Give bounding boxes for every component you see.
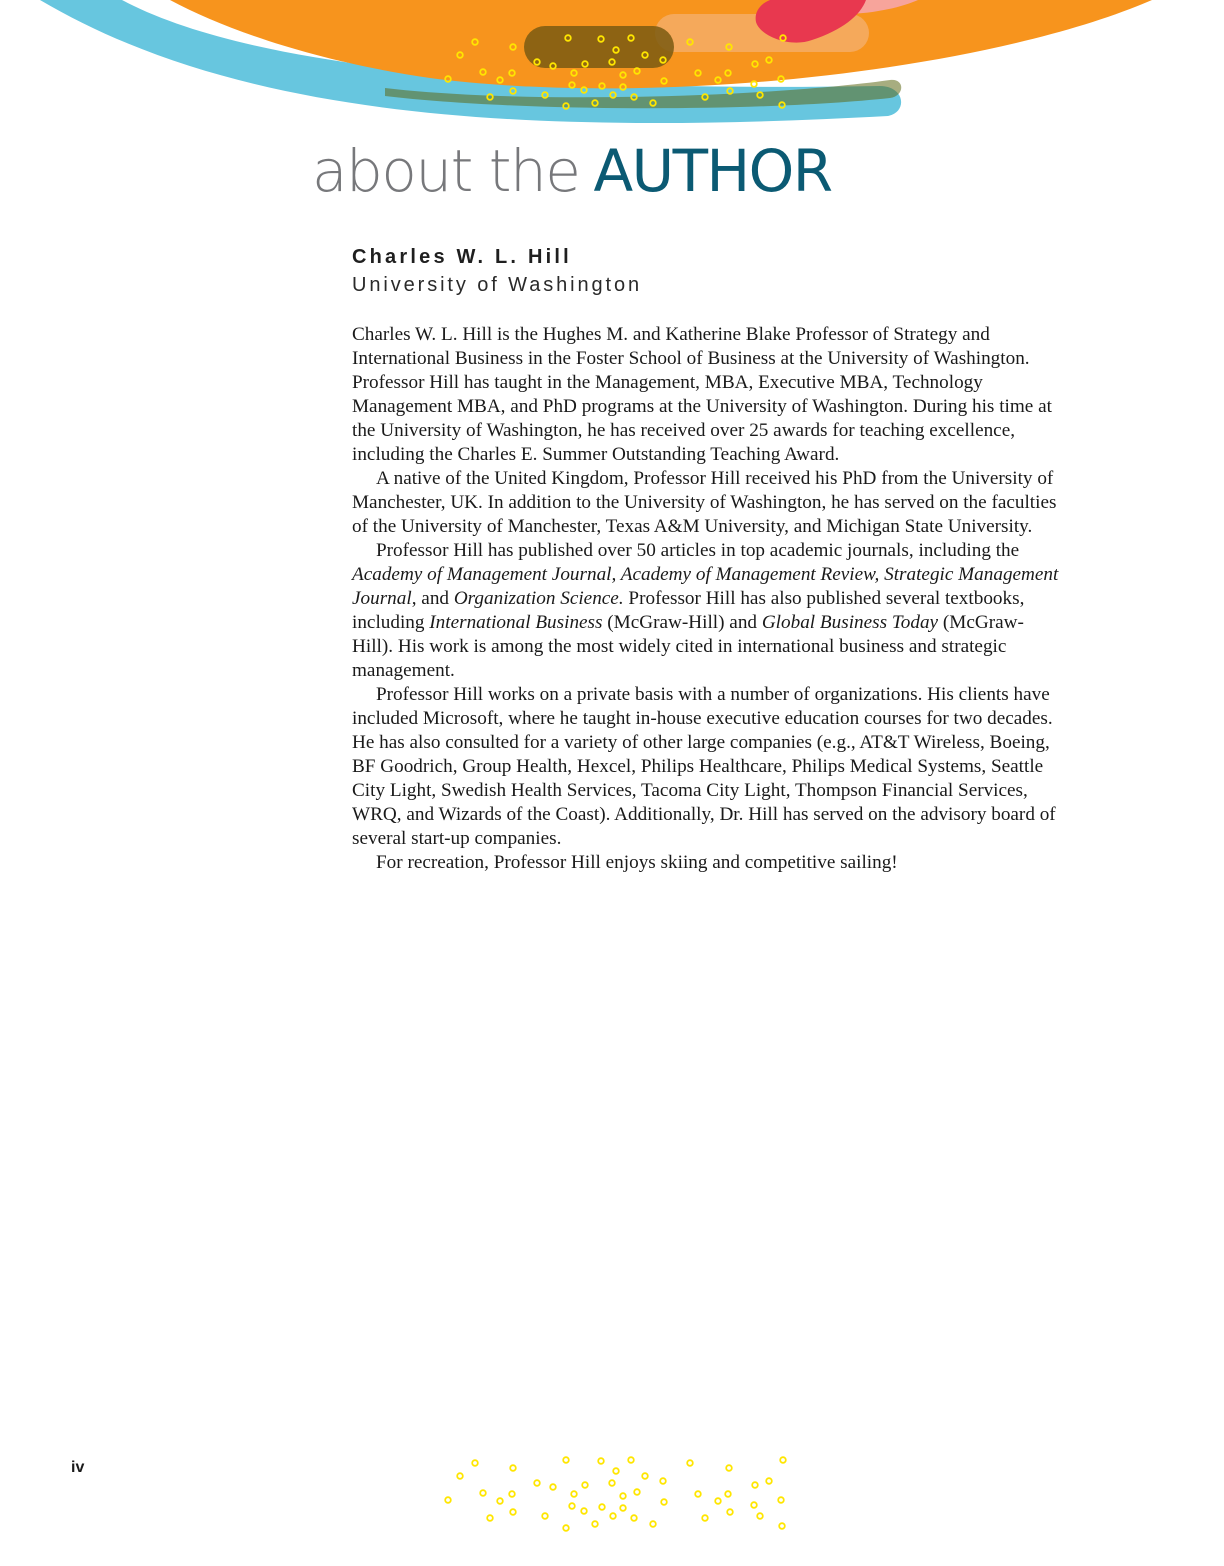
bio-p3-text-1: Professor Hill has published over 50 articles in top academic journals, including the — [376, 540, 1020, 561]
header-decorative-arcs — [0, 0, 1224, 140]
bio-p3-text-2: , and — [411, 588, 454, 609]
bio-p3-book-international-business: International Business — [429, 612, 603, 633]
bio-p3-org-science: Organization Science. — [453, 588, 624, 609]
bio-paragraph-4: Professor Hill works on a private basis with a number of organizations. His clients have included Microsoft, where he taught in-house executive education courses for two decades. He has also consulted for a variety of other large companies (e.g., AT&T Wireless, Boeing, BF Goodrich, Group Health, Hexcel, Philips Healthcare, Philips Medical Systems, Seattle City Light, Swedish Health Services, Tacoma City Light, Thompson Financial Services, WRQ, and Wizards of the Coast). Additionally, Dr. Hill has served on the advisory board of several start-up companies. — [352, 684, 1056, 849]
brown-lozenge — [524, 26, 674, 68]
page-title-light: about the — [312, 137, 580, 205]
footer-decorative-dots — [430, 1452, 800, 1534]
page-title-accent: AUTHOR — [593, 137, 832, 205]
bio-p3-text-3: Professor Hill has also published several textbooks, including — [352, 588, 1025, 633]
bio-paragraph-5: For recreation, Professor Hill enjoys skiing and competitive sailing! — [376, 852, 898, 873]
bio-paragraph-3 — [352, 539, 1064, 683]
bio-p3-book-global-business-today: Global Business Today — [761, 612, 939, 633]
author-biography — [352, 323, 1064, 875]
bio-p3-text-5: (McGraw-Hill). His work is among the most widely cited in international business and strategic management. — [352, 612, 1024, 681]
author-affiliation: University of Washington — [352, 274, 643, 296]
bio-paragraph-2: A native of the United Kingdom, Professor Hill received his PhD from the University of Manchester, UK. In addition to the University of Washington, he has served on the faculties of the University of Manchester, Texas A&M University, and Michigan State University. — [352, 468, 1057, 537]
bio-paragraph-1: Charles W. L. Hill is the Hughes M. and Katherine Blake Professor of Strategy and International Business in the Foster School of Business at the University of Washington. Professor Hill has taught in the Management, MBA, Executive MBA, Technology Management MBA, and PhD programs at the University of Washington. During his time at the University of Washington, he has received over 25 awards for teaching excellence, including the Charles E. Summer Outstanding Teaching Award. — [352, 324, 1052, 465]
yellow-dots-bottom — [445, 1457, 786, 1531]
bio-p3-text-4: (McGraw-Hill) and — [602, 612, 762, 633]
page-number: iv — [71, 1459, 85, 1476]
page-title — [312, 136, 832, 206]
author-name: Charles W. L. Hill — [352, 246, 572, 268]
bio-p3-journals: Academy of Management Journal, Academy of Management Review, Strategic Management Journal — [352, 564, 1059, 609]
